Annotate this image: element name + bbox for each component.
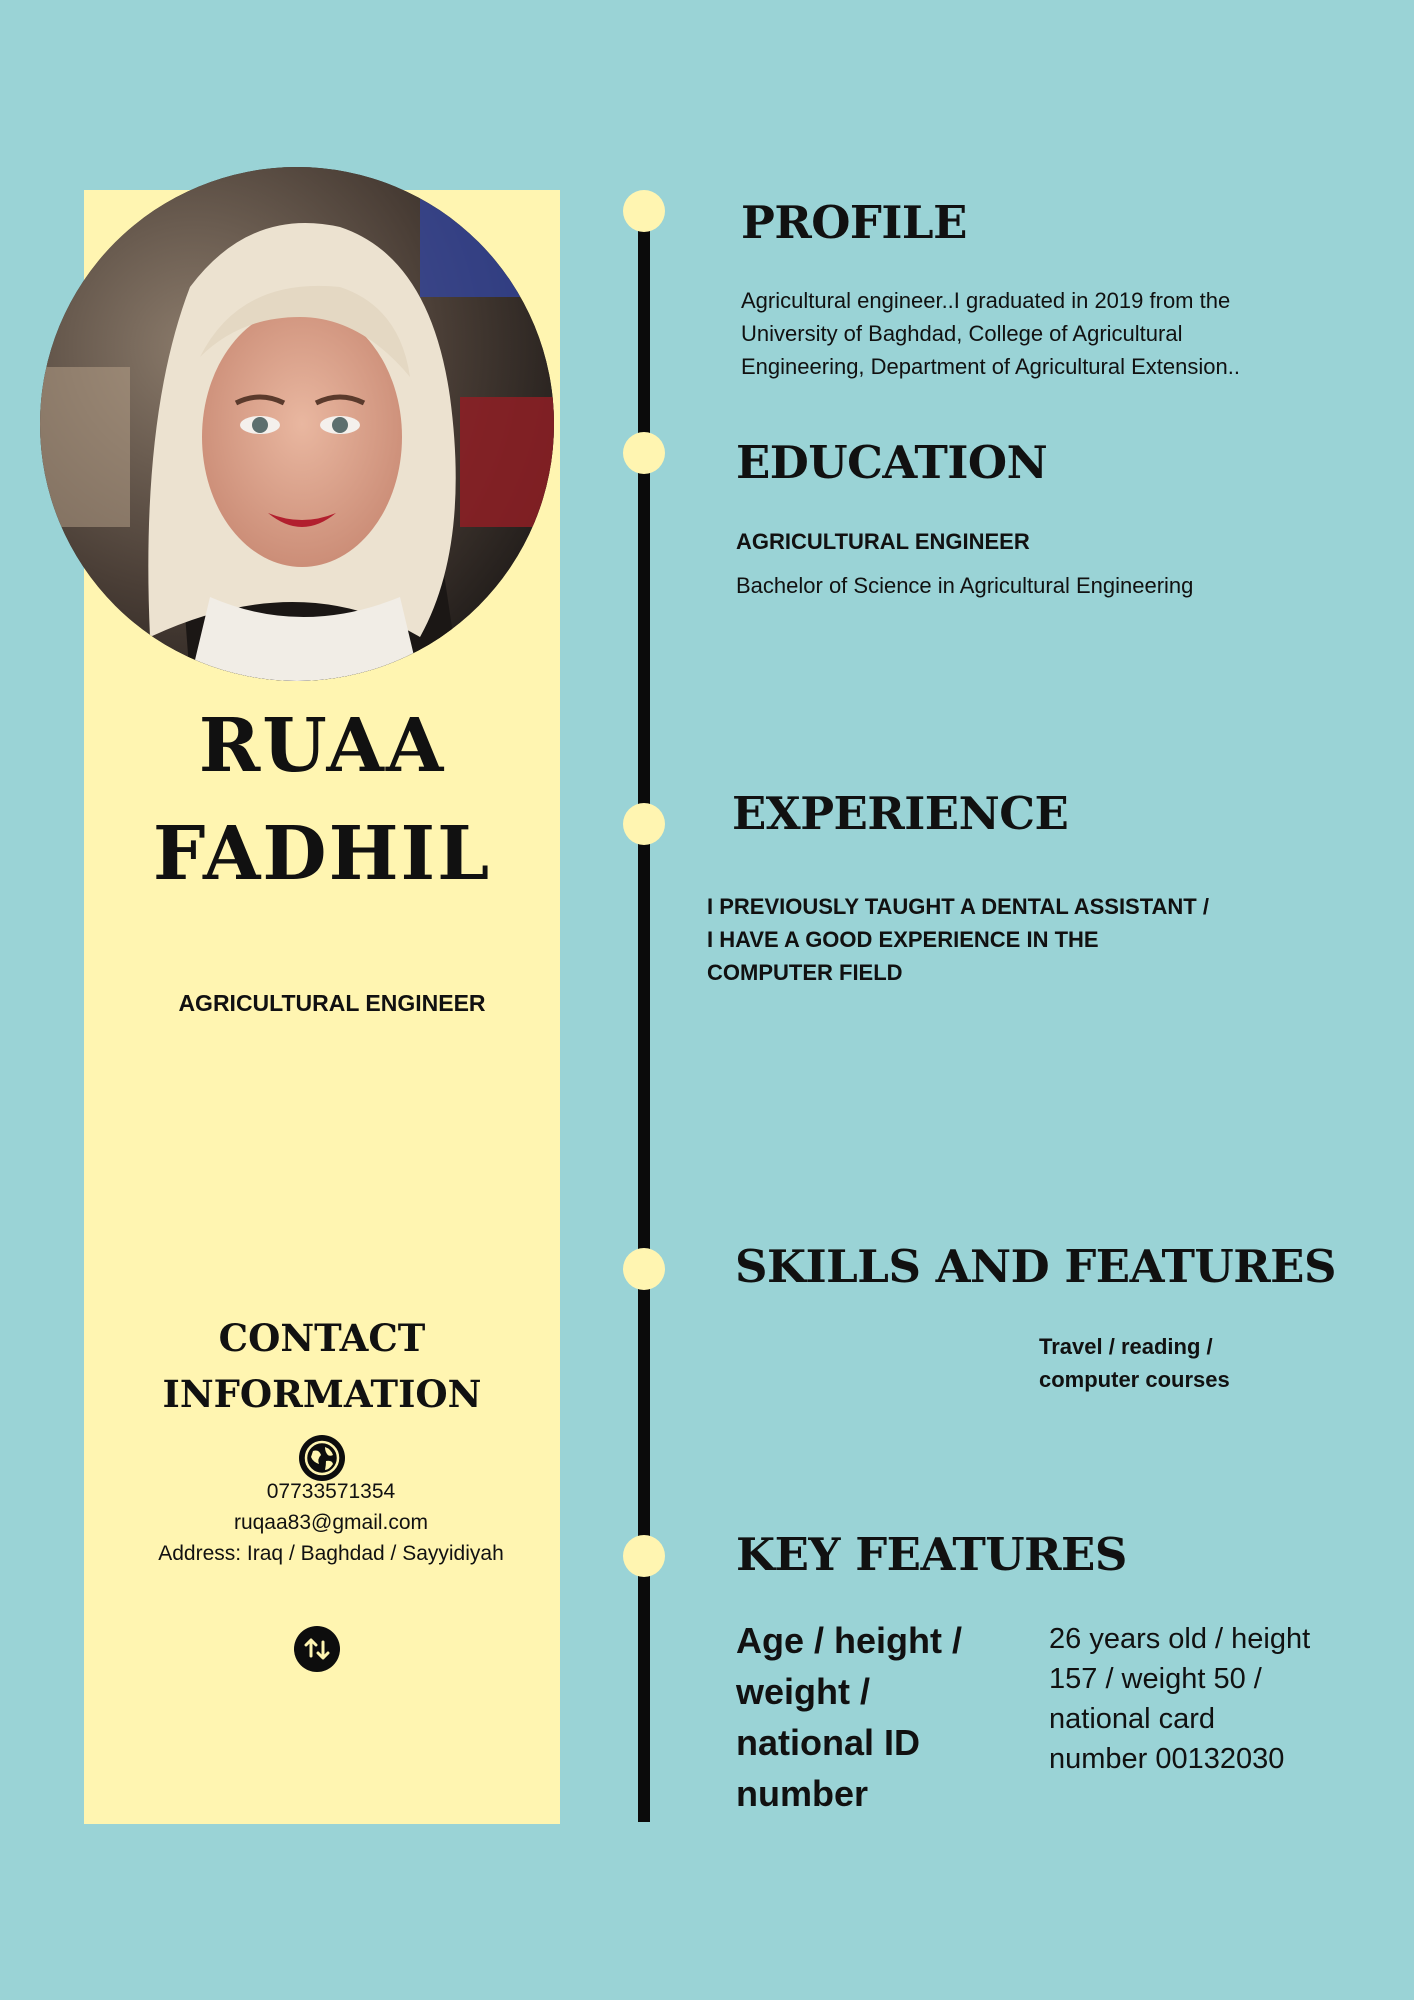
experience-text-line1: I PREVIOUSLY TAUGHT A DENTAL ASSISTANT / xyxy=(707,894,1209,919)
key-features-value xyxy=(1049,1619,1310,1779)
contact-heading xyxy=(84,1310,560,1422)
profile-heading: PROFILE xyxy=(741,196,967,249)
contact-address: Address: Iraq / Baghdad / Sayyidiyah xyxy=(158,1542,504,1565)
skills-text-line2: computer courses xyxy=(1039,1367,1230,1392)
globe-icon xyxy=(299,1435,345,1481)
person-name xyxy=(84,692,560,908)
name-first: RUAA xyxy=(198,703,446,789)
key-features-value-line2: 157 / weight 50 / xyxy=(1049,1663,1262,1695)
transfer-icon xyxy=(294,1626,340,1672)
key-features-label-line3: national ID xyxy=(736,1722,921,1763)
timeline-dot-experience xyxy=(623,803,665,845)
key-features-heading: KEY FEATURES xyxy=(736,1528,1127,1581)
timeline-dot-skills xyxy=(623,1248,665,1290)
experience-text-line2: I HAVE A GOOD EXPERIENCE IN THE xyxy=(707,927,1099,952)
skills-heading: SKILLS AND FEATURES xyxy=(735,1240,1336,1293)
key-features-label-line2: weight / xyxy=(736,1671,870,1712)
experience-heading: EXPERIENCE xyxy=(732,787,1069,840)
contact-heading-line1: CONTACT xyxy=(218,1316,426,1360)
timeline-dot-profile xyxy=(623,190,665,232)
skills-text-line1: Travel / reading / xyxy=(1039,1334,1213,1359)
experience-text xyxy=(707,890,1307,989)
contact-email[interactable]: ruqaa83@gmail.com xyxy=(233,1511,429,1534)
profile-text-line1: Agricultural engineer..I graduated in 2019 from the xyxy=(741,288,1231,313)
key-features-label xyxy=(736,1615,962,1819)
key-features-value-line4: number 00132030 xyxy=(1049,1743,1285,1775)
profile-text xyxy=(741,284,1341,383)
experience-text-line3: COMPUTER FIELD xyxy=(707,960,903,985)
key-features-label-line4: number xyxy=(736,1773,869,1814)
name-last: FADHIL xyxy=(152,811,492,897)
timeline-dot-key-features xyxy=(623,1535,665,1577)
profile-text-line3: Engineering, Department of Agricultural Extension.. xyxy=(741,354,1240,379)
job-title: AGRICULTURAL ENGINEER xyxy=(178,990,486,1016)
education-degree: Bachelor of Science in Agricultural Engineering xyxy=(736,573,1194,598)
timeline-dot-education xyxy=(623,432,665,474)
skills-text xyxy=(1039,1330,1230,1396)
profile-text-line2: University of Baghdad, College of Agricultural xyxy=(741,321,1183,346)
contact-phone[interactable]: 07733571354 xyxy=(266,1480,396,1503)
education-degree-title: AGRICULTURAL ENGINEER xyxy=(736,529,1030,554)
key-features-value-line1: 26 years old / height xyxy=(1049,1623,1311,1655)
contact-heading-line2: INFORMATION xyxy=(162,1372,482,1416)
education-heading: EDUCATION xyxy=(736,436,1048,489)
key-features-value-line3: national card xyxy=(1049,1703,1216,1735)
profile-photo xyxy=(40,167,554,681)
key-features-label-line1: Age / height / xyxy=(736,1620,963,1661)
